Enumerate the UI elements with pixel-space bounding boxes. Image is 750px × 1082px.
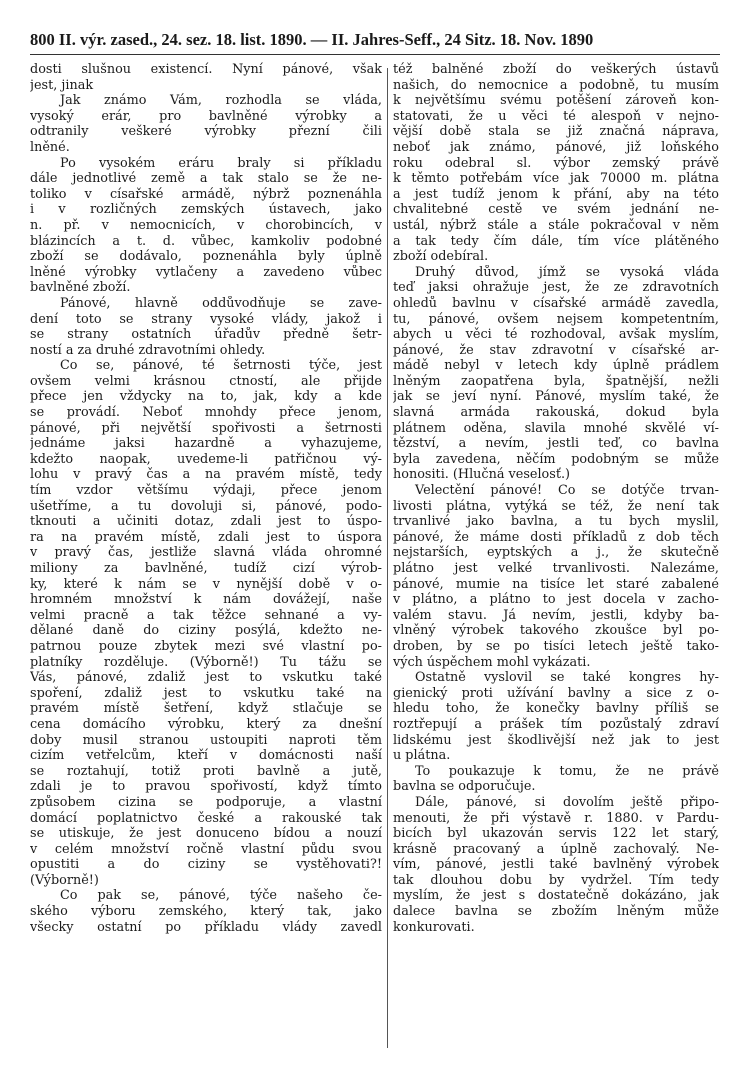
text-line: dále jednotlivé země a tak stalo se že ne- [30,171,382,187]
text-line: teď jaksi ohražuje jest, že ze zdravotních [393,280,719,296]
text-line: kdežto naopak, uvedeme-li patřičnou vý- [30,451,382,467]
text-line: statovati, že u věci té alespoň v nejno- [393,108,719,124]
text-line: i v rozličných zemských ústavech, jako [30,202,382,218]
text-line: Co se, pánové, té šetrnosti týče, jest [60,358,382,374]
text-line: pánové, že stav zdravotní v císařské ar- [393,342,719,358]
text-line: lněné výrobky vytlačeny a zavedeno vůbec [30,264,382,280]
text-line: způsobem cizina se podporuje, a vlastní [30,794,382,810]
text-line: chvalitebné cestě ve svém jednání ne- [393,202,719,218]
text-line: dělané daně do ciziny posýlá, kdežto ne- [30,623,382,639]
page-header [30,26,720,52]
text-line: ky, které k nám se v nynější době v o- [30,576,382,592]
text-line: patrnou pouze zbytek mezi své vlastní po- [30,638,382,654]
text-line: droben, by se po tisíci letech ještě tako- [393,638,719,654]
text-line: dení toto se strany vysoké vlády, jakož i [30,311,382,327]
text-line: cizím vetřelcům, kteří v domácnosti naší [30,748,382,764]
text-line: ra na pravém místě, zdali jest to úspora [30,529,382,545]
text-line: přece jen vždycky na to, jak, kdy a kde [30,389,382,405]
text-line: bavlna se odporučuje. [393,779,536,795]
text-line: v plátno, a plátno to jest docela v zacho- [393,592,719,608]
text-line: Dále, pánové, si dovolím ještě připo- [415,794,719,810]
text-line: roku odebral sl. výbor zemský právě [393,155,719,171]
text-line: livosti plátna, vytýká se též, že není tak [393,498,719,514]
text-line: menouti, že při výstavě r. 1880. v Pardu- [393,810,719,826]
text-line: zboží se dodávalo, poznenáhla byly úplně [30,249,382,265]
text-line: toliko v císařské armádě, nýbrž poznenáhla [30,186,382,202]
text-line: k těmto potřebám více jak 70000 m. plátna [393,171,719,187]
text-line: Druhý důvod, jímž se vysoká vláda [415,264,719,280]
text-line: hromném množství k nám dovážejí, naše [30,592,382,608]
text-line: Ostatně vyslovil se také kongres hy- [415,670,719,686]
text-line: trvanlivé jako bavlna, a tu bych myslil, [393,514,719,530]
text-line: Velectění pánové! Co se dotýče trvan- [415,483,719,499]
text-line: pánové, mumie na tisíce let staré zabalené [393,576,719,592]
right-column [393,62,719,935]
text-line: myslím, že jest s dostatečně dokázáno, jak [393,888,719,904]
text-line: vím, pánové, jestli také bavlněný výrobek [393,857,719,873]
text-line: opustiti a do ciziny se vystěhovati?! [30,857,382,873]
text-line: tězství, a nevím, jestli teď, co bavlna [393,436,719,452]
text-line: lidskému jest škodlivější než jak to jest [393,732,719,748]
text-line: Po vysokém eráru braly si příkladu [60,155,382,171]
text-line: valém stavu. Já nevím, jestli, kdyby ba- [393,607,719,623]
text-line: domácí poplatnictvo české a rakouské tak [30,810,382,826]
text-line: doby musil stranou ustoupiti naproti těm [30,732,382,748]
text-line: zboží odebíral. [393,249,489,265]
text-line: mádě nebyl v letech kdy úplně prádlem [393,358,719,374]
text-line: jak se jeví nyní. Pánové, myslím také, že [393,389,719,405]
text-line: pánové, při největší spořivosti a šetrnosti [30,420,382,436]
running-head: 800 II. výr. zased., 24. sez. 18. list. 1890. — II. Jahres-Seff., 24 Sitz. 18. Nov. 1890 [30,30,594,49]
text-line: u plátna. [393,748,451,764]
text-line: se strany ostatních úřadův předně šetr- [30,327,382,343]
text-line: tím vzdor většímu výdaji, přece jenom [30,483,382,499]
text-line: se roztahují, totiž proti bavlně a jutě, [30,763,382,779]
text-line: cena domácího výrobku, který za dnešní [30,716,382,732]
text-line: spoření, zdaliž jest to vskutku také na [30,685,382,701]
text-line: hledu toho, že konečky bavlny příliš se [393,701,719,717]
text-line: Jak známo Vám, rozhodla se vláda, [60,93,382,109]
text-line: jest, jinak [30,77,94,93]
text-line: též balněné zboží do veškerých ústavů [393,62,719,77]
text-line: odtranily veškeré výrobky přezní čili [30,124,382,140]
text-line: vlněný výrobek takového zkoušce byl po- [393,623,719,639]
text-line: tknouti a učiniti dotaz, zdali jest to úspo- [30,514,382,530]
text-line: dalece bavlna se zbožím lněným může [393,904,719,920]
text-line: ušetříme, a tu dovoluji si, pánové, podo- [30,498,382,514]
text-line: bicích byl ukazován servis 122 let starý, [393,826,719,842]
text-line: bavlněné zboží. [30,280,131,296]
text-line: vější době stala se již značná náprava, [393,124,719,140]
text-line: tu, pánové, ovšem nejsem kompetentním, [393,311,719,327]
text-line: lněné. [30,139,70,155]
text-line: velmi pracně a tak těžce sehnané a vy- [30,607,382,623]
text-line: ustál, nýbrž stále a stále pokračoval v něm [393,217,719,233]
text-line: platníky rozděluje. (Výborně!) Tu tážu se [30,654,382,670]
text-line: n. př. v nemocnicích, v chorobincích, v [30,217,382,233]
text-line: ností a za druhé zdravotními ohledy. [30,342,266,358]
text-line: se utiskuje, že jest donuceno bídou a nouzí [30,826,382,842]
text-line: se provádí. Neboť mnohdy přece jenom, [30,405,382,421]
left-column [30,62,382,935]
text-line: vysoký erár, pro bavlněné výrobky a [30,108,382,124]
text-line: našich, do nemocnice a podobně, tu musím [393,77,719,93]
text-line: konkurovati. [393,919,475,935]
text-line: blázincích a t. d. vůbec, kamkoliv podobné [30,233,382,249]
text-line: jednáme jaksi hazardně a vyhazujeme, [30,436,382,452]
text-line: k největšímu svému potěšení zároveň kon- [393,93,719,109]
text-line: roztřepují a prášek tím pozůstalý zdraví [393,716,719,732]
text-line: plátnem oděna, slavila mnohé skvělé ví- [393,420,719,436]
text-line: vých úspěchem mohl vykázati. [393,654,591,670]
text-line: všecky ostatní po příkladu vlády zavedl [30,919,382,935]
text-line: miliony za bavlněné, tudíž cizí výrob- [30,561,382,576]
text-line: nejstarších, eyptských a j., že skutečně [393,545,719,561]
text-line: slavná armáda rakouská, dokud byla [393,405,719,421]
text-line: ského výboru zemského, který tak, jako [30,904,382,920]
text-line: zdali je to pravou spořivostí, když tímto [30,779,382,795]
header-rule [30,54,720,55]
text-line: neboť jak známo, pánové, již loňského [393,139,719,155]
column-divider [387,68,388,1048]
text-line: Co pak se, pánové, týče našeho če- [60,888,382,904]
text-line: abych u věci té rozhodoval, avšak myslím, [393,327,719,343]
text-line: (Výborně!) [30,872,99,888]
text-line: gienický proti užívání bavlny a sice z o- [393,685,719,701]
text-line: Vás, pánové, zdaliž jest to vskutku také [30,670,382,686]
text-line: krásně pracovaný a úplně zachovalý. Ne- [393,841,719,857]
text-line: pravém místě šetření, když stlačuje se [30,701,382,717]
text-line: lohu v pravý čas a na pravém místě, tedy [30,467,382,483]
text-line: honositi. (Hlučná veselosť.) [393,467,571,483]
text-line: Pánové, hlavně oddůvodňuje se zave- [60,295,382,311]
text-line: pánové, že máme dosti příkladů z dob těch [393,529,719,545]
text-line: plátno jest velké trvanlivosti. Nalezáme, [393,561,719,576]
text-line: a jest tudíž jenom k přání, aby na této [393,186,719,202]
text-line: v pravý čas, jestliže slavná vláda ohromné [30,545,382,561]
text-line: ohledů bavlnu v císařské armádě zavedla, [393,295,719,311]
text-line: lněným zaopatřena byla, špatnější, nežli [393,373,719,389]
text-line: To poukazuje k tomu, že ne právě [415,763,719,779]
text-line: dosti slušnou existencí. Nyní pánové, však [30,62,382,77]
text-line: tak dlouhou dobu by vydržel. Tím tedy [393,872,719,888]
text-line: ovšem velmi krásnou ctností, ale přijde [30,373,382,389]
text-line: a tak tedy čím dále, tím více plátěného [393,233,719,249]
text-line: v celém množství ročně vlastní půdu svou [30,841,382,857]
text-line: byla zavedena, něčím podobným se může [393,451,719,467]
